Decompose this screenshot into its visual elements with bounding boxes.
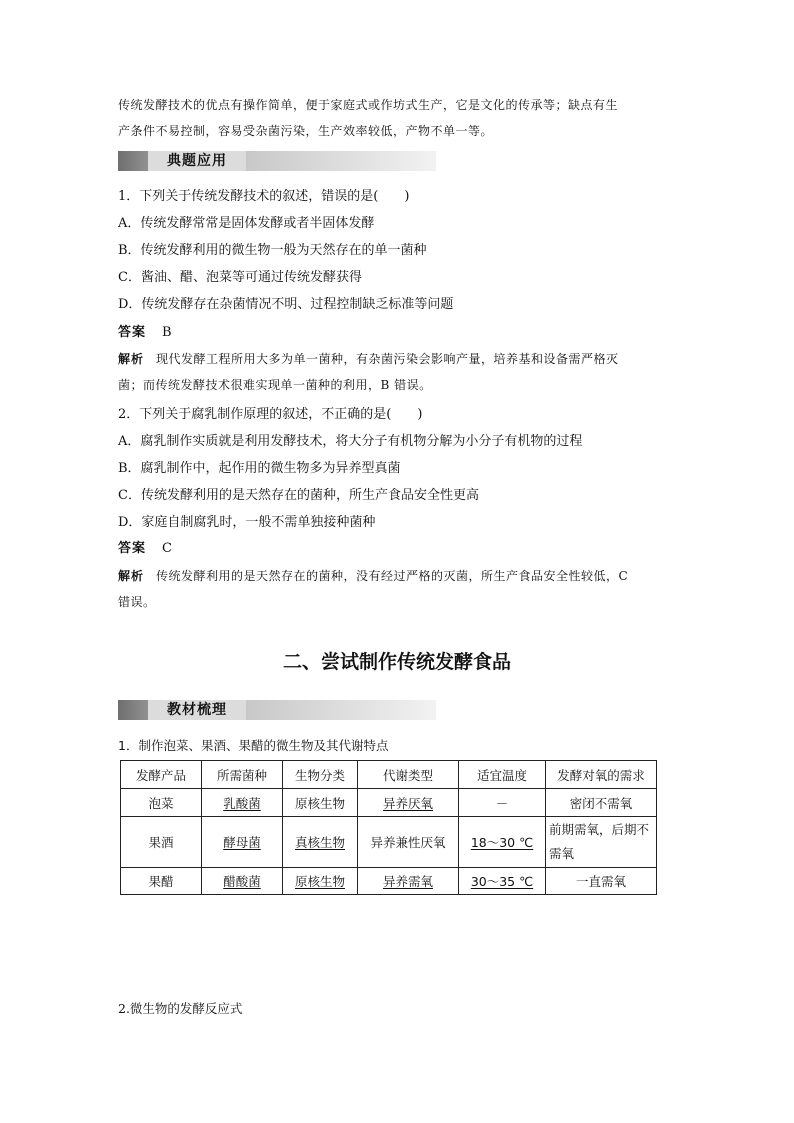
table-cell-underlined: 醋酸菌 xyxy=(223,874,261,889)
intro-line-1: 传统发酵技术的优点有操作简单，便于家庭式或作坊式生产，它是文化的传承等；缺点有生 xyxy=(118,98,619,112)
table-cell: 原核生物 xyxy=(283,789,358,817)
question-1-option-a: A．传统发酵常常是固体发酵或者半固体发酵 xyxy=(118,216,375,231)
question-2-option-c: C．传统发酵利用的是天然存在的菌种，所生产食品安全性更高 xyxy=(118,488,479,503)
banner-typical-questions xyxy=(118,151,436,171)
table-cell xyxy=(283,817,358,868)
analysis-line-1: 传统发酵利用的是天然存在的菌种，没有经过严格的灭菌，所生产食品安全性较低，C xyxy=(156,569,629,583)
question-2-option-d: D．家庭自制腐乳时，一般不需单独接种菌种 xyxy=(118,515,376,530)
table-cell xyxy=(202,868,283,895)
table-cell-underlined: 乳酸菌 xyxy=(223,795,261,811)
table-row xyxy=(121,817,657,868)
table-cell: 泡菜 xyxy=(121,789,202,817)
question-1-answer xyxy=(118,320,684,346)
question-2-option-a: A．腐乳制作实质就是利用发酵技术，将大分子有机物分解为小分子有机物的过程 xyxy=(118,434,583,449)
table-cell: 前期需氧，后期不需氧 xyxy=(546,817,657,868)
table-header-cell: 发酵对氧的需求 xyxy=(546,761,657,789)
table-header-cell: 代谢类型 xyxy=(358,761,459,789)
table-cell: － xyxy=(459,789,546,817)
answer-value: B xyxy=(162,325,173,340)
answer-value: C xyxy=(162,541,173,556)
fermentation-table xyxy=(120,760,657,895)
banner-label: 典题应用 xyxy=(148,151,246,171)
table-cell-underlined: 异养需氧 xyxy=(382,874,433,889)
table-cell: 一直需氧 xyxy=(546,868,657,895)
table-header-cell: 生物分类 xyxy=(283,761,358,789)
intro-line-2: 产条件不易控制，容易受杂菌污染，生产效率较低，产物不单一等。 xyxy=(118,124,494,138)
table-header-cell: 所需菌种 xyxy=(202,761,283,789)
table-cell-underlined: 30～35 ℃ xyxy=(470,874,534,889)
question-2-option-b: B．腐乳制作中，起作用的微生物多为异养型真菌 xyxy=(118,461,401,476)
question-1-option-b: B．传统发酵利用的微生物一般为天然存在的单一菌种 xyxy=(118,243,427,258)
table-caption: 1．制作泡菜、果酒、果醋的微生物及其代谢特点 xyxy=(118,738,389,753)
table-cell: 果酒 xyxy=(121,817,202,868)
table-header-row xyxy=(121,761,657,789)
question-2-stem: 2．下列关于腐乳制作原理的叙述，不正确的是( ) xyxy=(118,407,423,422)
table-cell xyxy=(283,868,358,895)
table-cell xyxy=(358,789,459,817)
question-1-analysis xyxy=(118,346,684,398)
intro-paragraph xyxy=(118,92,684,144)
table-row xyxy=(121,789,657,817)
question-2-analysis xyxy=(118,563,684,615)
analysis-line-2: 菌；而传统发酵技术很难实现单一菌种的利用，B 错误。 xyxy=(118,378,432,392)
banner-label: 教材梳理 xyxy=(148,700,246,720)
table-cell xyxy=(459,868,546,895)
table-cell xyxy=(459,817,546,868)
table-cell-underlined: 原核生物 xyxy=(294,874,345,889)
banner-textbook-review xyxy=(118,700,436,720)
table-cell: 果醋 xyxy=(121,868,202,895)
analysis-line-2: 错误。 xyxy=(118,595,156,609)
subsection-heading: 2.微生物的发酵反应式 xyxy=(118,1001,243,1016)
table-cell-underlined: 酵母菌 xyxy=(223,835,261,850)
question-2-answer xyxy=(118,536,684,562)
table-cell xyxy=(358,868,459,895)
analysis-line-1: 现代发酵工程所用大多为单一菌种，有杂菌污染会影响产量，培养基和设备需严格灭 xyxy=(156,352,619,366)
answer-label: 答案 xyxy=(118,541,147,556)
question-1-option-c: C．酱油、醋、泡菜等可通过传统发酵获得 xyxy=(118,270,362,285)
question-1-option-d: D．传统发酵存在杂菌情况不明、过程控制缺乏标准等问题 xyxy=(118,297,454,312)
analysis-label: 解析 xyxy=(118,569,145,583)
section-title: 二、尝试制作传统发酵食品 xyxy=(282,651,511,673)
table-cell xyxy=(202,789,283,817)
table-cell-underlined: 异养厌氧 xyxy=(382,795,433,811)
table-cell xyxy=(202,817,283,868)
table-cell: 密闭不需氧 xyxy=(546,789,657,817)
table-row xyxy=(121,868,657,895)
question-1-stem: 1．下列关于传统发酵技术的叙述，错误的是( ) xyxy=(118,189,410,204)
table-cell: 异养兼性厌氧 xyxy=(358,817,459,868)
analysis-label: 解析 xyxy=(118,352,145,366)
question-1 xyxy=(118,183,688,318)
answer-label: 答案 xyxy=(118,325,147,340)
table-header-cell: 适宜温度 xyxy=(459,761,546,789)
question-2 xyxy=(118,401,688,536)
table-header-cell: 发酵产品 xyxy=(121,761,202,789)
table-cell-underlined: 18～30 ℃ xyxy=(470,835,534,850)
table-cell-underlined: 真核生物 xyxy=(294,835,345,850)
